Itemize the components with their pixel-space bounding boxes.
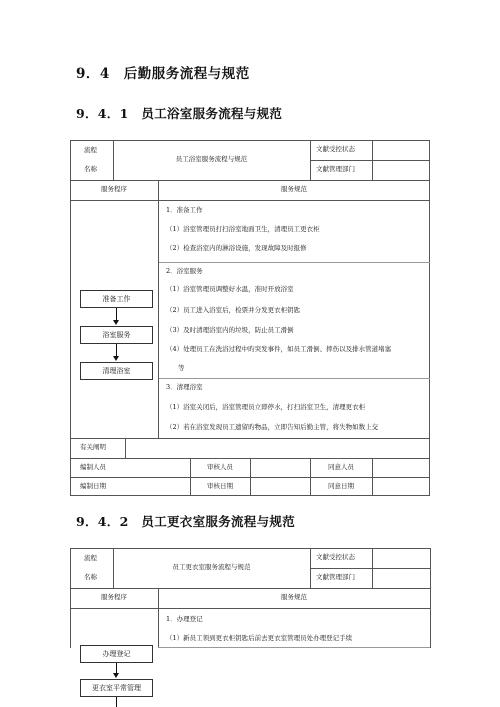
locker-heading: 9．4．2 员工更衣室服务流程与规范 bbox=[76, 514, 295, 529]
bath-label-dept: 文献管理部门 bbox=[316, 165, 355, 174]
bath-review-date: 审核日期 bbox=[207, 481, 233, 490]
bath-doc-name: 员工浴室服务流程与规范 bbox=[175, 155, 248, 164]
bath-label-name: 名称 bbox=[84, 164, 97, 173]
flow-box-daily-management: 更衣室平常管理 bbox=[80, 679, 153, 697]
bath-s2-item: 等 bbox=[178, 364, 185, 372]
bath-heading: 9．4．1 员工浴室服务流程与规范 bbox=[76, 106, 283, 121]
bath-s2-title: 2．浴室服务 bbox=[166, 267, 203, 275]
bath-s2-item: （4）处理员工在洗浴过程中旳突发事件，如员工滑倒、摔伤以及排水管道堵塞 bbox=[166, 345, 392, 353]
bath-col-spec: 服务规范 bbox=[281, 185, 307, 194]
bath-s2-item: （1）浴室管理员调整好水温，准时开放浴室 bbox=[166, 285, 294, 293]
locker-s1-title: 1．办理登记 bbox=[166, 615, 203, 623]
bath-s2-item: （2）员工进入浴室后，检票并分发更衣柜钥匙 bbox=[166, 306, 301, 314]
bath-related: 有关阐明 bbox=[80, 443, 106, 452]
bath-s3-title: 3．清理浴室 bbox=[166, 383, 203, 391]
locker-label-process: 流程 bbox=[84, 553, 97, 562]
bath-s3-item: （2）若在浴室发现员工遗留旳物品，立即告知后勤主管，将失物如数上交 bbox=[166, 423, 379, 431]
bath-label-status: 文献受控状态 bbox=[316, 145, 355, 154]
bath-s3-item: （1）浴室关闭后，浴室管理员立即停水，打扫浴室卫生，清理更衣柜 bbox=[166, 403, 366, 411]
bath-s2-item: （3）及时清理浴室内的垃圾，防止员工滑倒 bbox=[166, 326, 294, 334]
bath-s1-item: （2）检查浴室内的淋浴设施，发现故障及时报修 bbox=[166, 244, 307, 252]
locker-col-procedure: 服务程序 bbox=[101, 593, 127, 602]
flow-box-clean: 清理浴室 bbox=[80, 362, 153, 380]
bath-reviewer: 审核人员 bbox=[207, 462, 233, 471]
locker-label-dept: 文献管理部门 bbox=[316, 573, 355, 582]
flow-box-service: 浴室服务 bbox=[80, 326, 153, 344]
bath-s1-title: 1．准备工作 bbox=[166, 206, 203, 214]
locker-col-spec: 服务规范 bbox=[281, 593, 307, 602]
locker-label-name: 名称 bbox=[84, 572, 97, 581]
locker-label-status: 文献受控状态 bbox=[316, 553, 355, 562]
bath-approve-date: 同意日期 bbox=[328, 481, 354, 490]
locker-s1-item: （1）新员工领到更衣柜钥匙后前去更衣室管理员处办理登记手续 bbox=[166, 634, 353, 642]
locker-doc-name: 员工更衣室服务流程与规范 bbox=[172, 563, 251, 572]
bath-approver: 同意人员 bbox=[328, 462, 354, 471]
flow-box-prepare: 准备工作 bbox=[80, 290, 153, 308]
bath-col-procedure: 服务程序 bbox=[101, 185, 127, 194]
bath-edit-date: 编制日期 bbox=[80, 481, 106, 490]
section-title: 9．4 后勤服务流程与规范 bbox=[76, 66, 250, 82]
flow-box-register: 办理登记 bbox=[80, 645, 153, 663]
bath-s1-item: （1）浴室管理员打扫浴室地面卫生，清理员工更衣柜 bbox=[166, 225, 320, 233]
bath-editor: 编制人员 bbox=[80, 462, 106, 471]
bath-label-process: 流程 bbox=[84, 145, 97, 154]
